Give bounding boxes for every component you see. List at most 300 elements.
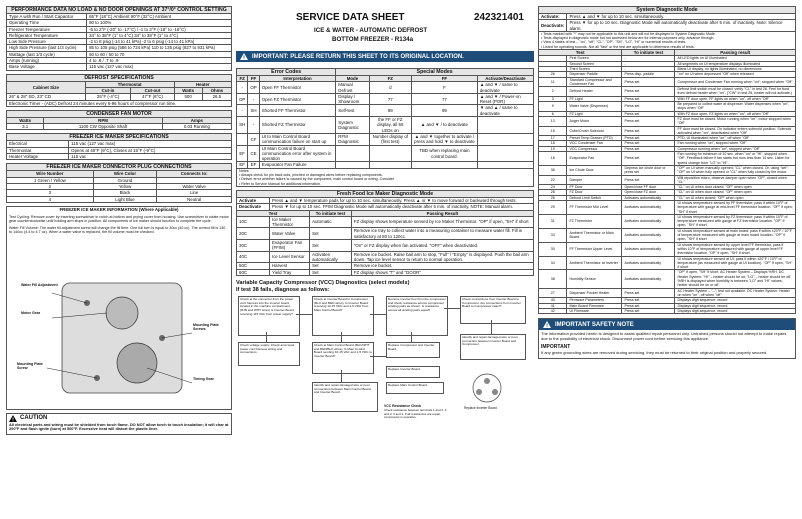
plug-cell: 2	[7, 183, 94, 189]
sysdiag-cell: UI shows temperature sensed by FF thermistor; pass if within 10°F of temperature with gauge at mid-level FF thermistor location. "OP" if open; "SH" if short	[675, 200, 796, 214]
plug-cell: Ground	[93, 177, 157, 183]
sysdiag-cell: -	[622, 66, 675, 71]
sysdiag-cell: With FF door open, FF lights on when "on", off when "Off"	[675, 96, 796, 101]
sheet-subtitle-2: BOTTOM FREEZER - R134a	[332, 36, 414, 43]
sheet-header	[236, 12, 534, 23]
error-cell: Open FF Thermistor	[259, 82, 336, 94]
sysdiag-cell: Activates automatically	[622, 228, 675, 242]
sysdiag-cell: "CL" on UI when door closed; "OP" when open	[675, 185, 796, 190]
error-cell: ▲ and ▼ / same to deactivate	[477, 82, 533, 94]
performance-row	[7, 64, 232, 70]
fresh-cell: 30C	[237, 240, 270, 252]
plug-col-connects: Connects to:	[157, 171, 232, 177]
sysdiag-cell: Compressor running when "on", stopped when "Off"	[675, 146, 796, 151]
sysdiag-cell: Open/close FF door	[622, 185, 675, 190]
sysdiag-cell: Press set	[622, 175, 675, 185]
label-timing-gear: Timing Gear	[193, 376, 214, 381]
performance-value: 65°F (18°C) Ambient 90°F (32°C) Ambient	[87, 14, 232, 20]
sysdiag-cell: 40	[539, 298, 567, 303]
performance-label: Amps (running)	[7, 58, 87, 64]
fan-col-rpm: RPM	[44, 117, 162, 123]
fresh-row	[237, 216, 534, 228]
sysdiag-cell: FZ door must be closed. Motor running when "on", motor stopped when "Off"	[675, 116, 796, 126]
error-cell: ▲ and ▼ / Power-on Reset (POR)	[477, 93, 533, 105]
plug-cell: Line	[157, 190, 232, 196]
sysdiag-cell: With FZ door open, FZ lights on when "on", off when "Off"	[675, 111, 796, 116]
err-col-ff: FF	[248, 76, 259, 82]
important-text: If any green grounding wires are removed during servicing, they must be returned to their original position and properly secured.	[541, 349, 768, 355]
sysdiag-row	[539, 214, 796, 228]
icemaker-spec-table	[6, 133, 232, 160]
sysdiag-cell: Standard Compressor and Condenser Fan	[567, 77, 622, 87]
error-cell: EF	[248, 162, 259, 168]
label-water-fill: Water Fill Adjustment	[21, 282, 58, 287]
sysdiag-cell: FF Door	[567, 185, 622, 190]
performance-title: PERFORMANCE DATA NO LOAD & NO DOOR OPENINGS AT 37°/0° CONTROL SETTING	[7, 7, 232, 14]
fan-col-amps: Amps	[162, 117, 231, 123]
sysdiag-cell: Will reposition micro, observe damper open when "OP", closed when "CL"	[675, 175, 796, 185]
label-mounting-screw: Mounting Plate Screw	[17, 361, 43, 371]
sysdiag-cell: 22	[539, 175, 567, 185]
compressor-terminal-diagram	[464, 372, 510, 404]
sysdiag-cell: 33	[539, 228, 567, 242]
performance-value: 90 to 100%	[87, 20, 232, 26]
icemaker-info-title: FREEZER ICE MAKER INFORMATION (Where Applicable)	[7, 207, 231, 213]
sheet-title: SERVICE DATA SHEET	[296, 12, 405, 23]
fan-title: CONDENSER FAN MOTOR	[7, 110, 232, 117]
performance-label: Freezer Temperature	[7, 26, 87, 32]
sysdiag-cell: Evaporator Fan	[567, 152, 622, 166]
sysdiag-cell: Press set	[622, 126, 675, 136]
fresh-col-test: Test	[237, 210, 310, 216]
defrost-cell: 500	[174, 94, 202, 100]
sysdiag-cell: Ambient Thermistor at Inverter	[567, 256, 622, 270]
sysdiag-cell: Humidity Sensor	[567, 270, 622, 288]
icemaker-spec-cell: Heater Voltage	[7, 154, 69, 160]
error-row	[237, 133, 534, 145]
defrost-cell: 25°F (-4°C)	[85, 94, 131, 100]
sysdiag-row	[539, 165, 796, 175]
performance-label: Refrigerator Temperature	[7, 32, 87, 38]
sysdiag-cell: Firmware Parameters	[567, 298, 622, 303]
fresh-cell: 60C	[237, 269, 270, 275]
fresh-cell: Remove ice tray to collect water into a measuring container to measure water fill. Fill is satisfactory at 80 to 120cc.	[351, 228, 533, 240]
fresh-cell: Ice Maker Thermistor	[270, 216, 310, 228]
vcc-step: Check connections from Inverter Board to Compressor. Are connections from Inverter Board to Compressor intact?	[460, 296, 526, 324]
vcc-resistance-text: Check resistance between terminals 1 and 2, 2 and 3, 3 and 1. If all resistances are equal, compressor is operative.	[384, 407, 447, 420]
warning-icon	[9, 415, 17, 422]
sysdiag-row	[539, 228, 796, 242]
fresh-cell: 40C	[237, 251, 270, 263]
sysdiag-row	[539, 116, 796, 126]
sysdiag-cell: 13	[539, 116, 567, 126]
sysdiag-cell: FZ Door	[567, 190, 622, 195]
sysdiag-cell: Press set	[622, 152, 675, 166]
performance-value: 34° to 38°F (1° to 4°C) 34° to 38°F (1° to 4°C)	[87, 32, 232, 38]
vcc-step: Remove inverter box from the compressor and check resistance across compressor winding pairs as shown. Is resistance across all winding pairs equal?	[386, 296, 448, 336]
sheet-subtitle-1: ICE & WATER - AUTOMATIC DEFROST	[314, 27, 428, 34]
performance-value: -2 to 8 psig (-14 to 41 kPa) -2 to 6 psig (-14 to 41 kPa)	[87, 39, 232, 45]
icemaker-info-box	[6, 206, 232, 410]
sysdiag-cell: Preset Temp Drawer (PTD)	[567, 136, 622, 141]
fresh-activate-text: Press ▲ and ▼ temperature pads for up to 10 sec. simultaneously. Press ▲ or ▼ to move forward or backward through tests.	[270, 197, 534, 203]
sysdiag-cell: 38	[539, 270, 567, 288]
error-row	[237, 105, 534, 117]
error-notes: Notes: • Always check for pin back outs, pinched or damaged wires before replacing components. • Deliver error whether failure is caused by the component, main control board or wiring. Consider • Refer to Service Manual for additional information.	[237, 168, 534, 186]
sysdiag-col-test: Test	[539, 50, 622, 56]
fresh-cell: Set	[310, 269, 352, 275]
error-cell: Evaporator Fan Failure	[259, 162, 336, 168]
fresh-cell: Activates automatically	[310, 251, 352, 263]
fresh-cell: FZ display shows temperature sensed by Ice Maker Thermistor. "OP" if open, "SH" if short	[351, 216, 533, 228]
sysdiag-cell: Displays digit sequence, record	[675, 308, 796, 313]
vcc-resistance-title: VCC Resistance Check	[384, 403, 422, 408]
plug-col-wire: Wire Number	[7, 171, 94, 177]
sysdiag-cell: Water Valve (Dispenser)	[567, 102, 622, 112]
defrost-electronic-timer: Electronic Timer - (ADC) Defrost 24 minutes every 6-96 hours of compressor run time.	[7, 100, 232, 106]
sysdiag-cell: Dispenser Pocket Heater	[567, 288, 622, 298]
sysdiag-deactivate-text: Press ▼ for up to 10 sec. Diagnostic Mode will automatically deactivate after 5 min. of inactivity. Note: Silence alarm.	[567, 20, 796, 32]
important-title: IMPORTANT	[541, 343, 571, 350]
fresh-cell: Remove ice bucket. Raise bail arm to stop, "Full" / "Empty" is displayed. Push the bail arm down. Tap ice level sensor to return to normal operation.	[351, 251, 533, 263]
defrost-title: DEFROST SPECIFICATIONS	[7, 74, 232, 81]
fresh-row	[237, 240, 534, 252]
sysdiag-row	[539, 242, 796, 256]
fresh-food-table	[236, 190, 534, 276]
sysdiag-cell: Press set	[622, 96, 675, 101]
sysdiag-cell: 26	[539, 72, 567, 77]
error-cell: -	[237, 105, 248, 117]
sysdiag-cell: Press set	[622, 288, 675, 298]
sysdiag-cell: Third Screen	[567, 66, 622, 71]
sysdiag-cell: "OP" on UI when manually opened; "CL" when closed. Or, using "set": "OP" on UI when fully opened or "CL" when fully closed by the motor.	[675, 165, 796, 175]
fresh-row	[237, 251, 534, 263]
fan-cell: 1100 CW Opposite Shaft	[44, 124, 162, 130]
icemaker-spec-cell: Electrical	[7, 141, 69, 147]
sysdiag-cell: Press set	[622, 136, 675, 141]
defrost-sub-ohms: Ohms	[202, 87, 231, 93]
fresh-col-initiate: To initiate test	[310, 210, 352, 216]
performance-row	[7, 45, 232, 51]
sysdiag-row	[539, 77, 796, 87]
defrost-col-heater: Heater	[174, 81, 231, 87]
error-cell: EF	[237, 162, 248, 168]
sysdiag-cell: Press set	[622, 303, 675, 308]
sysdiag-cell: Defrost limit switch must be closed; verify "CL" in test 26. Feel for frost from defrost heater when "on". ("CW" in test 26, heater will not activate.)	[675, 87, 796, 97]
return-sheet-text: IMPORTANT: PLEASE RETURN THIS SHEET TO ITS ORIGINAL LOCATION.	[252, 53, 464, 60]
sysdiag-cell: Press set	[622, 141, 675, 146]
plug-cell: 4	[7, 196, 94, 202]
sysdiag-cell: Fan running for minimum of 10 sec. when "on" or "HI", stopped when "Off". Feedback failure if fan starts but runs less than 10 sec. Listen for speed change from "LO" to "HI".	[675, 152, 796, 166]
sysdiag-cell: 15	[539, 126, 567, 136]
error-cell: UI to Main Control Board communication failure on start up	[259, 133, 336, 145]
special-modes-title: Special Modes	[336, 69, 534, 76]
error-row	[237, 145, 534, 162]
sysdiag-cell: Activates automatically	[622, 200, 675, 214]
sysdiag-row	[539, 126, 796, 136]
plug-row	[7, 196, 232, 202]
defrost-cell: 26" & 28" SD, 23" CD	[7, 94, 86, 100]
caution-text: All electrical parts and wiring must be shielded from torch flame. DO NOT allow torch to touch insulation; it will char at 200°F and flash ignite (burn) at 500°F. Excessive heat will distort the plastic liner.	[9, 421, 229, 432]
sysdiag-row	[539, 256, 796, 270]
icemaker-spec-cell: Thermostat	[7, 147, 69, 153]
sysdiag-row	[539, 200, 796, 214]
fresh-cell: Set	[310, 240, 352, 252]
sysdiag-title: System Diagnostic Mode	[539, 7, 796, 14]
error-cell	[369, 145, 412, 162]
error-cell: Manual Defrost	[336, 82, 369, 94]
sysdiag-cell: Activates automatically	[622, 214, 675, 228]
icemaker-spec-cell: Opens at 48°F (9°C), Closes at 15°F (-9°C)	[69, 147, 232, 153]
label-motor-gear: Motor Gear	[21, 310, 41, 315]
vcc-step: Check at the connector from the power cord harness into the inverter board, located in the machine compartment. (RJN and WHT wires) Is Inverter Board receiving 115 VAC from power supply?	[238, 296, 300, 336]
fresh-cell: FZ display shows "T" and "DOOR"	[351, 269, 533, 275]
sysdiag-cell: Cube/Crush Solenoid	[567, 126, 622, 136]
sysdiag-cell: Press set	[622, 87, 675, 97]
performance-label: Low Side Pressure	[7, 39, 87, 45]
sysdiag-cell: FF door must be closed. On indicator enters solenoid position. Solenoid activated when "on", deactivated when "Off"	[675, 126, 796, 136]
safety-box	[538, 318, 796, 358]
error-cell: -	[248, 93, 259, 105]
sysdiag-cell: FZ Thermistor	[567, 214, 622, 228]
sysdiag-cell: Press set	[622, 298, 675, 303]
defrost-table	[6, 74, 232, 107]
sysdiag-cell: Ambient Thermistor or Main Board	[567, 228, 622, 242]
error-cell: the FF or FZ display, all 55 LEDs on	[369, 117, 412, 134]
sysdiag-cell: 18	[539, 141, 567, 146]
fresh-cell: Automatic	[310, 216, 352, 228]
fresh-cell: 10C	[237, 216, 270, 228]
sysdiag-cell: Defrost Limit Switch	[567, 195, 622, 200]
fresh-cell: "On" or FZ display when fan activated. "OFF" when deactivated.	[351, 240, 533, 252]
left-column	[6, 6, 232, 435]
err-col-fz2: FZ	[369, 76, 412, 82]
vcc-step: Check at Inverter Board to Compressor (BLU and RED wires). Is Inverter Board receiving 12-15 VDC and 1-5 VDC from Main Control Board?	[312, 296, 374, 336]
sysdiag-cell: 31	[539, 214, 567, 228]
err-col-interp: Interpretation	[259, 76, 336, 82]
sysdiag-cell: 9	[539, 102, 567, 112]
sysdiag-cell: Activates automatically	[622, 270, 675, 288]
sysdiag-cell: 27	[539, 288, 567, 298]
icemaker-spec-cell: 115 vac (127 vac max)	[69, 141, 232, 147]
plug-title: FREEZER ICE MAKER CONNECTOR PLUG CONNECTIONS	[7, 164, 232, 171]
fresh-cell: Evaporator Fan (FFIM)	[270, 240, 310, 252]
fresh-deactivate-text: Press ▼ for up to 10 sec. FFIM Diagnostic Mode will automatically deactivate after 5 min. of inactivity. NOTE: Manual alarm.	[270, 204, 534, 210]
error-cell: ▲ and ▼ / to deactivate	[412, 117, 478, 134]
sysdiag-row	[539, 175, 796, 185]
sysdiag-col-initiate: To initiate test	[622, 50, 675, 56]
safety-title: IMPORTANT SAFETY NOTE	[555, 321, 634, 328]
performance-value: 115 vac (127 vac max)	[87, 64, 232, 70]
performance-table	[6, 6, 232, 71]
performance-value: -5 to 2°F (-20° to -17°C) / -1 to 3°F (-18° to -16°C)	[87, 26, 232, 32]
icemaker-diagram	[7, 273, 231, 403]
error-cell: d	[369, 82, 412, 94]
safety-header	[539, 319, 795, 330]
sysdiag-bullets: • Tests marked with "*" may not be applicable to this unit and will not be displayed in System Diagnostic Mode. • Tests displayed in diagnostic mode but not accessed below are for internal purposes only, advance through. • View 4 states of test – "on", "off", "CL", "OP", "SH", "LO", "HI" or numerical results of tests. • Listed for operating sounds. Not all "fast" or the test are applicable to determine results of tests.	[539, 31, 796, 49]
sysdiag-cell: 29	[539, 200, 567, 214]
plug-col-color: Wire Color	[93, 171, 157, 177]
sysdiag-cell: Press set	[622, 102, 675, 112]
caution-box	[6, 413, 232, 435]
sysdiag-cell: Ice Chute Door	[567, 165, 622, 175]
vcc-subtitle: If test 38 fails, diagnose as follows:	[236, 286, 330, 293]
icemaker-spec-cell: 115 vac	[69, 154, 232, 160]
fresh-cell: 50C	[237, 263, 270, 269]
error-cell: 77	[412, 93, 478, 105]
sysdiag-row	[539, 87, 796, 97]
vcc-step: Replace Compressor and Inverter Board.	[386, 342, 440, 358]
sysdiag-cell: Depress ice chute door or press set	[622, 165, 675, 175]
sysdiag-col-result: Passing result	[675, 50, 796, 56]
sheet-number: 242321401	[473, 12, 524, 23]
vcc-step: Replace Main Control Board.	[386, 382, 444, 394]
sysdiag-cell: All segments on UI temperature displays illuminated	[675, 61, 796, 66]
error-cell: Display / Showroom	[336, 93, 369, 105]
error-cell: -	[248, 117, 259, 134]
error-cell: EF	[237, 145, 248, 162]
error-row	[237, 117, 534, 134]
sysdiag-cell: Activates automatically	[622, 195, 675, 200]
sysdiag-cell: First Screen	[567, 56, 622, 61]
sysdiag-cell: FF Thermistor Mid Level	[567, 200, 622, 214]
sysdiag-cell: 26	[539, 195, 567, 200]
sysdiag-cell: 41	[539, 303, 567, 308]
plug-cell: Water Valve	[157, 183, 232, 189]
sysdiag-cell: VCC Compressor	[567, 146, 622, 151]
return-sheet-banner	[236, 51, 534, 62]
plug-cell: Yellow	[93, 183, 157, 189]
error-cell: F	[412, 82, 478, 94]
error-cell: RFM Diagnostic	[336, 133, 369, 145]
error-row	[237, 93, 534, 105]
fresh-activate-label: Activate	[237, 197, 270, 203]
sysdiag-cell: Activates automatically	[622, 256, 675, 270]
error-cell: CF	[248, 133, 259, 145]
fresh-cell: Ice Level Sensor	[270, 251, 310, 263]
error-cell: Open FZ Thermistor	[259, 93, 336, 105]
sysdiag-cell: Damper	[567, 175, 622, 185]
test-cycling-text: Test Cycling: Remove cover by inserting screwdriver in notch at bottom and prying cover from housing. Use screwdriver to rotate motor gear counterclockwise until holding arm stops in position. All components of ice maker should function to complete the cycle.	[9, 214, 229, 224]
fresh-cell: Set	[310, 228, 352, 240]
error-cell: 77	[369, 93, 412, 105]
sysdiag-row	[539, 288, 796, 298]
error-cell: 99	[369, 105, 412, 117]
defrost-cell: 47°F (8°C)	[131, 94, 174, 100]
plug-cell: Light Blue	[93, 196, 157, 202]
defrost-col-cabinet: Cabinet Size	[7, 81, 86, 94]
error-codes-title: Error Codes	[237, 69, 336, 76]
vcc-step: Identify and repair damaged wire or poor connections between Main Control Board and Inverter Board.	[312, 382, 378, 412]
fan-table	[6, 110, 232, 131]
sysdiag-cell: 25	[539, 190, 567, 195]
plug-table	[6, 163, 232, 202]
sysdiag-cell: "CL" on UI when closed; "OP" when open	[675, 195, 796, 200]
plug-cell: Black	[93, 190, 157, 196]
sysdiag-cell: Press set	[622, 77, 675, 87]
sysdiag-cell: UI shows temperature sensed at UI; pass if within ±20°F / 10°F of temperature (as measured with gauge at UI location). "OP" if open, "SH" if short	[675, 256, 796, 270]
sysdiag-cell: 42	[539, 308, 567, 313]
sysdiag-cell: -	[622, 61, 675, 66]
fresh-cell: Set	[310, 263, 352, 269]
fresh-cell: 20C	[237, 228, 270, 240]
sysdiag-cell: 24	[539, 185, 567, 190]
error-cell: ▼ and ▲ / same to deactivate	[477, 105, 533, 117]
error-cell: CE	[248, 145, 259, 162]
sysdiag-cell: Press disp. paddle	[622, 72, 675, 77]
error-cell: Shorted FZ Thermistor	[259, 117, 336, 134]
sysdiag-cell: AC Heater System – "--"; test not available. DC Heater System: Heater on when "on", off when "off"	[675, 288, 796, 298]
defrost-sub-watts: Watts	[174, 87, 202, 93]
fan-cell: 3.1	[7, 124, 44, 130]
fresh-cell: Yield Tray	[270, 269, 310, 275]
error-cell	[336, 145, 369, 162]
error-cell: System Diagnostic	[336, 117, 369, 134]
sysdiag-cell: 36	[539, 165, 567, 175]
performance-value: 85 to 105 psig (586 to 724 kPa) 110 to 135 psig (827 to 931 kPa)	[87, 45, 232, 51]
icemaker-spec-title: FREEZER ICE MAKER SPECIFICATIONS	[7, 134, 232, 141]
error-cell: TBD when replacing main control board.	[412, 145, 478, 162]
performance-value: 50 to 60 / 50 to 70	[87, 51, 232, 57]
defrost-cell: 26.5	[202, 94, 231, 100]
sysdiag-cell: FF Light	[567, 96, 622, 101]
sysdiag-cell: PTD, UI illuminated when "on", off when "Off"	[675, 136, 796, 141]
vcc-step: Identify and repair damaged wire or poor connection between Inverter Board and Compressor.	[460, 334, 526, 360]
sysdiag-activate-text: Press ▲ and ▼ for up to 10 sec. simultaneously.	[567, 14, 796, 20]
fresh-deactivate-label: Deactivate	[237, 204, 270, 210]
vcc-flowchart	[236, 294, 534, 444]
sysdiag-row	[539, 152, 796, 166]
fresh-cell: Harvest	[270, 263, 310, 269]
sysdiag-cell: Press set	[622, 146, 675, 151]
err-col-mode: Mode	[336, 76, 369, 82]
safety-text: The information provided herein is designed to assist qualified repair personnel only. Untrained persons should not attempt to make repairs due to the possibility of electrical shock. Disconnect power cord before servicing this appliance.	[541, 331, 787, 341]
caution-title: CAUTION	[20, 415, 48, 422]
sysdiag-cell: FF Thermistor Upper Level	[567, 242, 622, 256]
error-cell	[237, 133, 248, 145]
fresh-col-result: Passing Result	[351, 210, 533, 216]
fan-cell: 0.03 Running	[162, 124, 231, 130]
motor-gear-shape	[106, 297, 138, 329]
sysdiag-cell: 30	[539, 242, 567, 256]
error-cell: Shorted FF Thermistor	[259, 105, 336, 117]
sysdiag-cell: Compressor and Condenser Fan running when "on"; stopped when "Off"	[675, 77, 796, 87]
sysdiag-row	[539, 102, 796, 112]
err-col-fz: FZ	[237, 76, 248, 82]
sysdiag-cell: 11	[539, 77, 567, 87]
sysdiag-cell: Blank UI display, no lights illuminated, no dimensions	[675, 66, 796, 71]
sysdiag-cell: UI shows temperature sensed by FZ thermistor; pass if within 10°F of temperature measured with gauge at FZ thermistor location. "OP" if open, "SH" if short	[675, 214, 796, 228]
sysdiag-cell: Dispenser Paddle	[567, 72, 622, 77]
defrost-sub-cutout: Cut-out	[131, 87, 174, 93]
sysdiag-cell: UI shows temperature sensed at main board; pass if within ±20°F / 10°F of temperature measured with gauge at main board location. "OP" if open, "SH" if short	[675, 228, 796, 242]
vcc-step: Replace Inverter Board.	[386, 366, 440, 378]
sysdiag-cell: 34	[539, 256, 567, 270]
sysdiag-cell: 2	[539, 87, 567, 97]
fresh-cell: Remove ice bucket.	[351, 263, 533, 269]
error-row	[237, 82, 534, 94]
sysdiag-cell: "CL" on UI when door closed; "OP" when open	[675, 190, 796, 195]
error-cell: SH	[248, 105, 259, 117]
vcc-step: Check at Main Control Board (BLK/WHT and RED/BLK wires). Is Main Control Board sending 10-15 VAC and 1-5 VDC to Inverter Board?	[312, 342, 374, 374]
error-cell: OP	[248, 82, 259, 94]
fan-col-watts: Watts	[7, 117, 44, 123]
err-col-activate: Activate/Deactivate	[477, 76, 533, 82]
plug-cell: 1 Green / Yellow	[7, 177, 94, 183]
plug-cell: Neutral	[157, 196, 232, 202]
sysdiag-activate-label: Activate:	[539, 14, 567, 20]
error-cell: 99	[412, 105, 478, 117]
